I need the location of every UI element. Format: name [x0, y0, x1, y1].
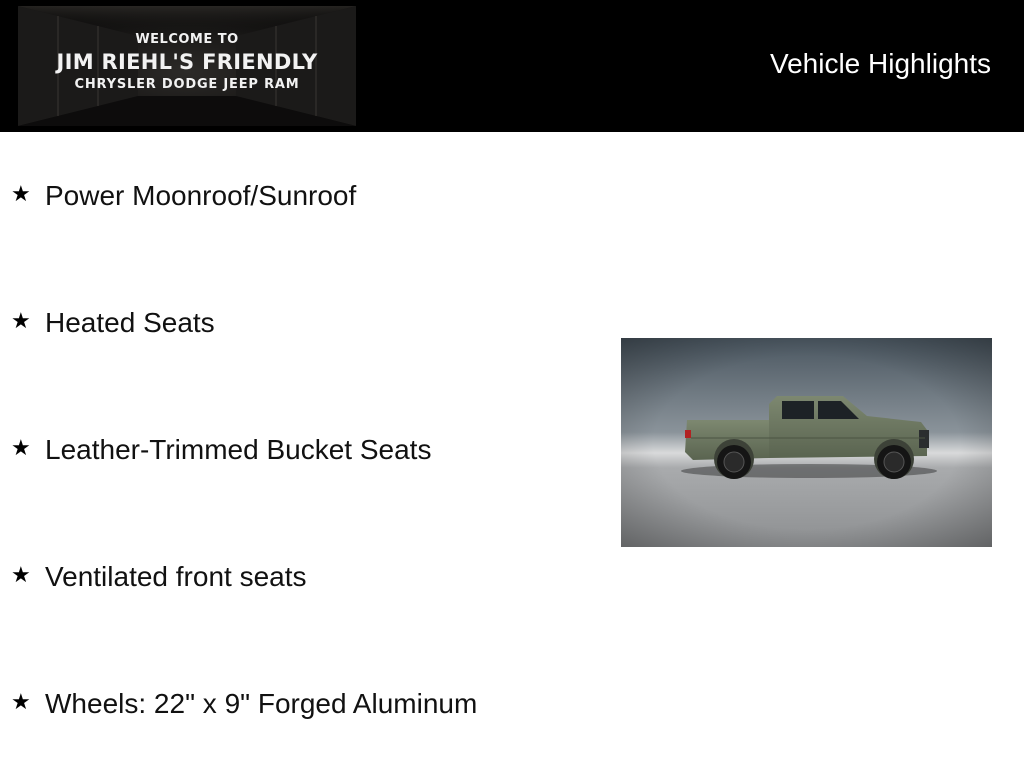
star-icon: ★ — [11, 308, 31, 333]
feature-label: Ventilated front seats — [45, 561, 307, 592]
feature-label: Wheels: 22" x 9" Forged Aluminum — [45, 688, 478, 719]
logo-dealer-name: JIM RIEHL'S FRIENDLY — [56, 50, 318, 74]
logo-brands-text: CHRYSLER DODGE JEEP RAM — [74, 77, 300, 92]
dealer-logo — [18, 6, 356, 126]
star-icon: ★ — [11, 562, 31, 587]
feature-label: Heated Seats — [45, 307, 215, 338]
pickup-truck-image — [621, 338, 992, 547]
list-item — [0, 434, 600, 474]
header-bar — [0, 0, 1024, 132]
star-icon: ★ — [11, 435, 31, 460]
star-icon: ★ — [11, 181, 31, 206]
vehicle-photo — [621, 338, 992, 547]
feature-label: Power Moonroof/Sunroof — [45, 180, 357, 211]
list-item — [0, 561, 600, 601]
list-item — [0, 180, 600, 220]
logo-welcome-text: WELCOME TO — [135, 32, 239, 47]
page-title: Vehicle Highlights — [769, 48, 991, 79]
feature-label: Leather-Trimmed Bucket Seats — [45, 434, 432, 465]
list-item — [0, 688, 600, 728]
list-item — [0, 307, 600, 347]
star-icon: ★ — [11, 689, 31, 714]
